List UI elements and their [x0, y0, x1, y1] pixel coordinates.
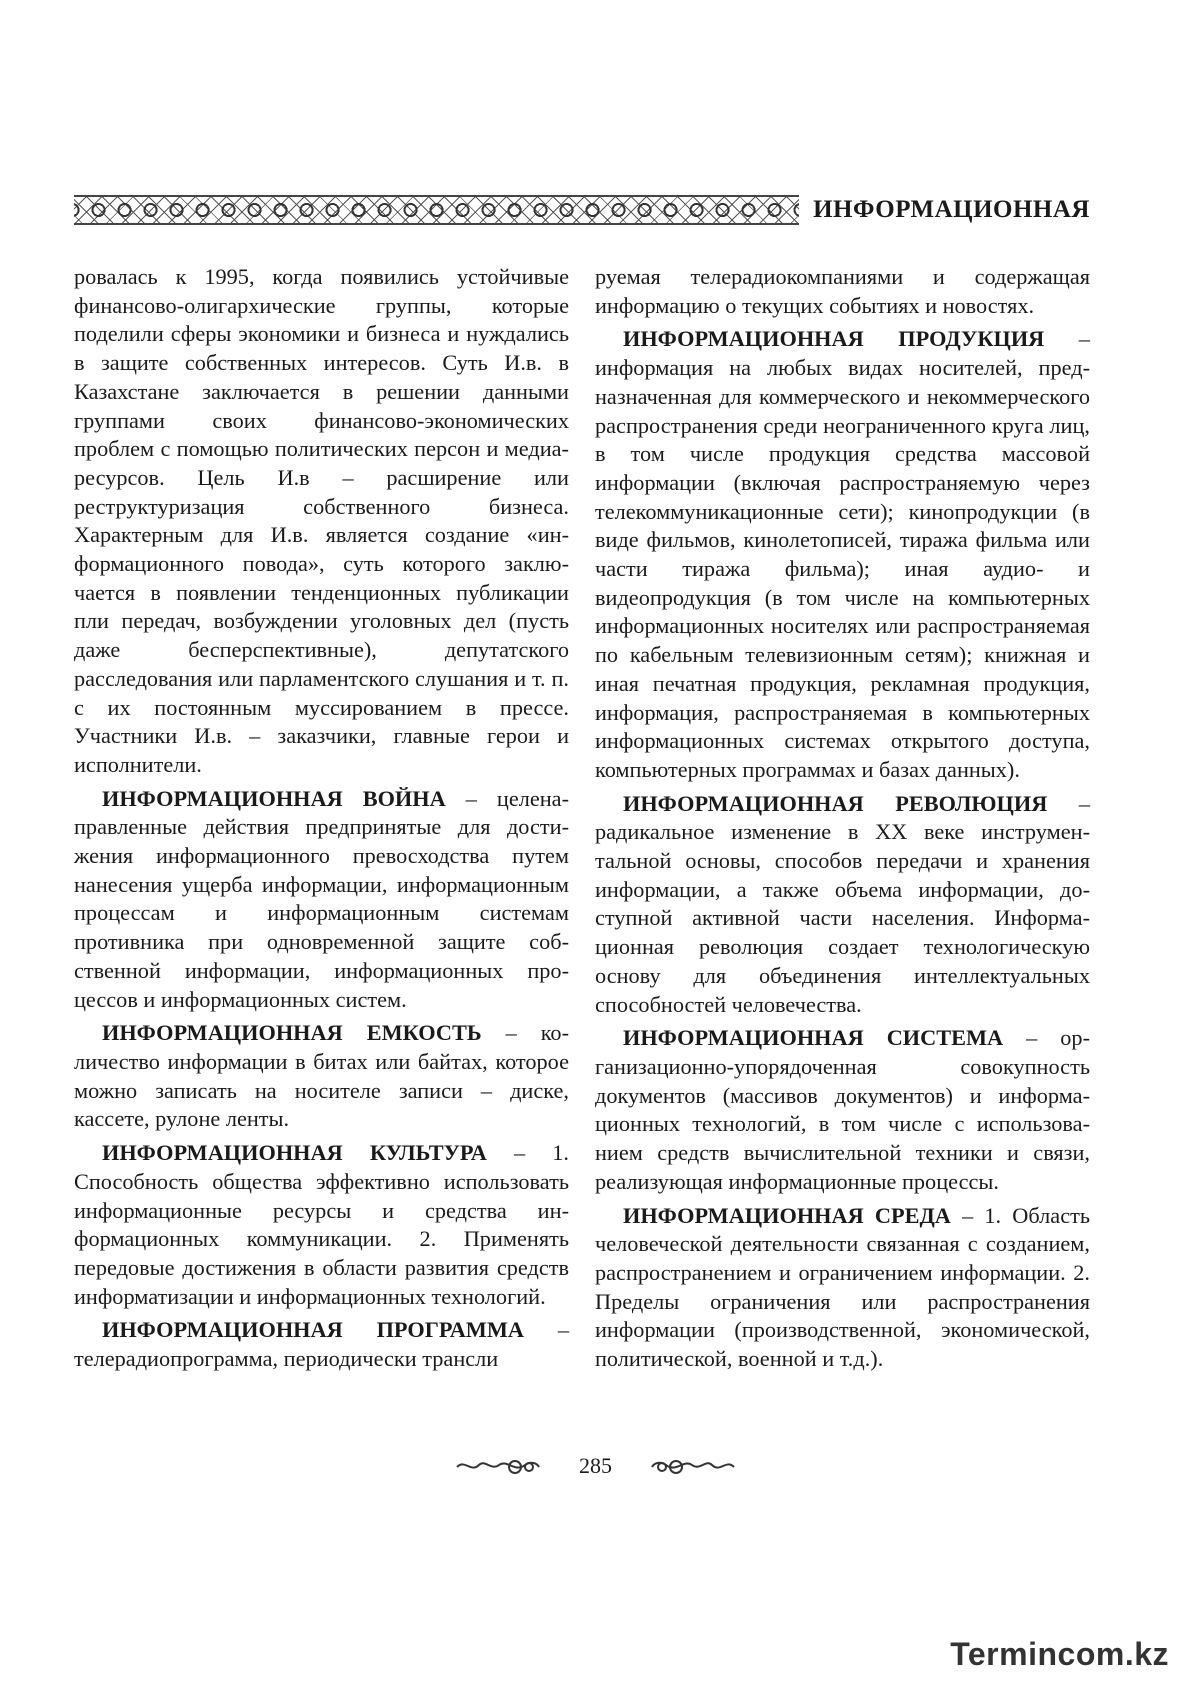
- entry-term: ИНФОРМАЦИОННАЯ СИСТЕМА: [623, 1025, 1004, 1051]
- left-column: [74, 263, 569, 1374]
- continued-paragraph: ровалась к 1995, когда появились устойчивые финансово-олигархические группы, которые поделили сферы экономики и бизнеса и нуждались в защите собственных интересов. Суть И.в. в Казахстане заключается в решении данными группами своих финансово-экономических проблем с помощью политических персон и медиа-ресурсов. Цель И.в – расширение или реструктуризация собственного бизнеса. Характерным для И.в. является создание «информационного повода», суть которого заключается в появлении тенденционных публикации пли передач, возбуждении уголовных дел (пусть даже бесперспективные), депутатского расследования или парламентского слушания и т. п. с их постоянным муссированием в прессе. Участники И.в. – заказчики, главные герои и исполнители.: [74, 264, 569, 777]
- entry-definition: – информация на любых видах носителей, предназначенная для коммерческого и некоммерческого распространения среди неограниченного круга лиц, в том числе продукция средства массовой информации (включая распространяемую через телекоммуникационные сети); кинопродукции (в виде фильмов, кинолетописей, тиража фильма или части тиража фильма); иная аудио- и видеопродукция (в том числе на компьютерных информационных носителях или распространяемая по кабельным телевизионным сетям); книжная и иная печатная продукция, рекламная продукция, информация, распространяемая в компьютерных информационных системах открытого доступа, компьютерных программах и базах данных).: [595, 326, 1090, 782]
- scroll-ornament-left-icon: [455, 1455, 541, 1477]
- entry-term: ИНФОРМАЦИОННАЯ ПРОГРАММА: [102, 1317, 524, 1343]
- entry-term: ИНФОРМАЦИОННАЯ ВОЙНА: [102, 785, 446, 811]
- entry-term: ИНФОРМАЦИОННАЯ КУЛЬТУРА: [102, 1140, 487, 1166]
- entry-term: ИНФОРМАЦИОННАЯ РЕВОЛЮЦИЯ: [623, 790, 1048, 816]
- entry-term: ИНФОРМАЦИОННАЯ СРЕДА: [623, 1202, 951, 1228]
- entry-definition: – радикальное изменение в XX веке инструментальной основы, способов передачи и хранения информации, а также объема информации, доступной активной части населения. Информационная революция создает технологическую основу для объединения интеллектуальных способностей человечества.: [595, 790, 1090, 1017]
- entry-definition: – организационно-упорядоченная совокупность документов (массивов документов) и информационных технологий, в том числе с использованием средств вычислительной техники и связи, реализующая информационные процессы.: [595, 1025, 1090, 1194]
- entry-definition: – 1. Способность общества эффективно использовать информационные ресурсы и средства информационных коммуникации. 2. Применять передовые достижения в области развития средств информатизации и информационных технологий.: [74, 1140, 569, 1309]
- entry-term: ИНФОРМАЦИОННАЯ ЕМКОСТЬ: [102, 1020, 482, 1046]
- dictionary-entry: [74, 785, 569, 1015]
- scroll-ornament-right-icon: [650, 1455, 736, 1477]
- entry-term: ИНФОРМАЦИОННАЯ ПРОДУКЦИЯ: [623, 326, 1045, 352]
- dictionary-entry: [595, 1202, 1090, 1374]
- dictionary-entry: [595, 790, 1090, 1020]
- page-footer: [0, 1446, 1191, 1486]
- entry-definition: – целенаправленные действия предпринятые для достижения информационного превосходства путем нанесения ущерба информации, информационным процессам и информационным системам противника при одновременной защите собственной информации, информационных процессов и информационных систем.: [74, 785, 570, 1012]
- continued-paragraph: руемая телерадиокомпаниями и содержащая информацию о текущих событиях и новостях.: [595, 264, 1090, 318]
- dictionary-entry: [74, 1316, 569, 1373]
- page-number: 285: [579, 1453, 612, 1478]
- running-head-title: ИНФОРМАЦИОННАЯ: [813, 196, 1090, 223]
- entry-definition: – телерадиопрограмма, периодически трансли: [74, 1317, 569, 1372]
- entry-definition: – количество информации в битах или байтах, которое можно записать на носителе записи – диске, кассете, рулоне ленты.: [74, 1020, 569, 1132]
- running-header: [74, 193, 1090, 227]
- dictionary-entry: [74, 1019, 569, 1134]
- ornament-band-icon: [74, 195, 799, 225]
- dictionary-entry: [595, 325, 1090, 784]
- dictionary-entry: [74, 1139, 569, 1311]
- right-column: [595, 263, 1090, 1374]
- dictionary-entry: [595, 1024, 1090, 1196]
- site-watermark: Termincom.kz: [950, 1636, 1169, 1672]
- entry-definition: – 1. Область человеческой деятельности связанная с созданием, распространением и ограничением информации. 2. Пределы ограничения или распространения информации (производственной, экономической, политической, военной и т.д.).: [595, 1202, 1090, 1372]
